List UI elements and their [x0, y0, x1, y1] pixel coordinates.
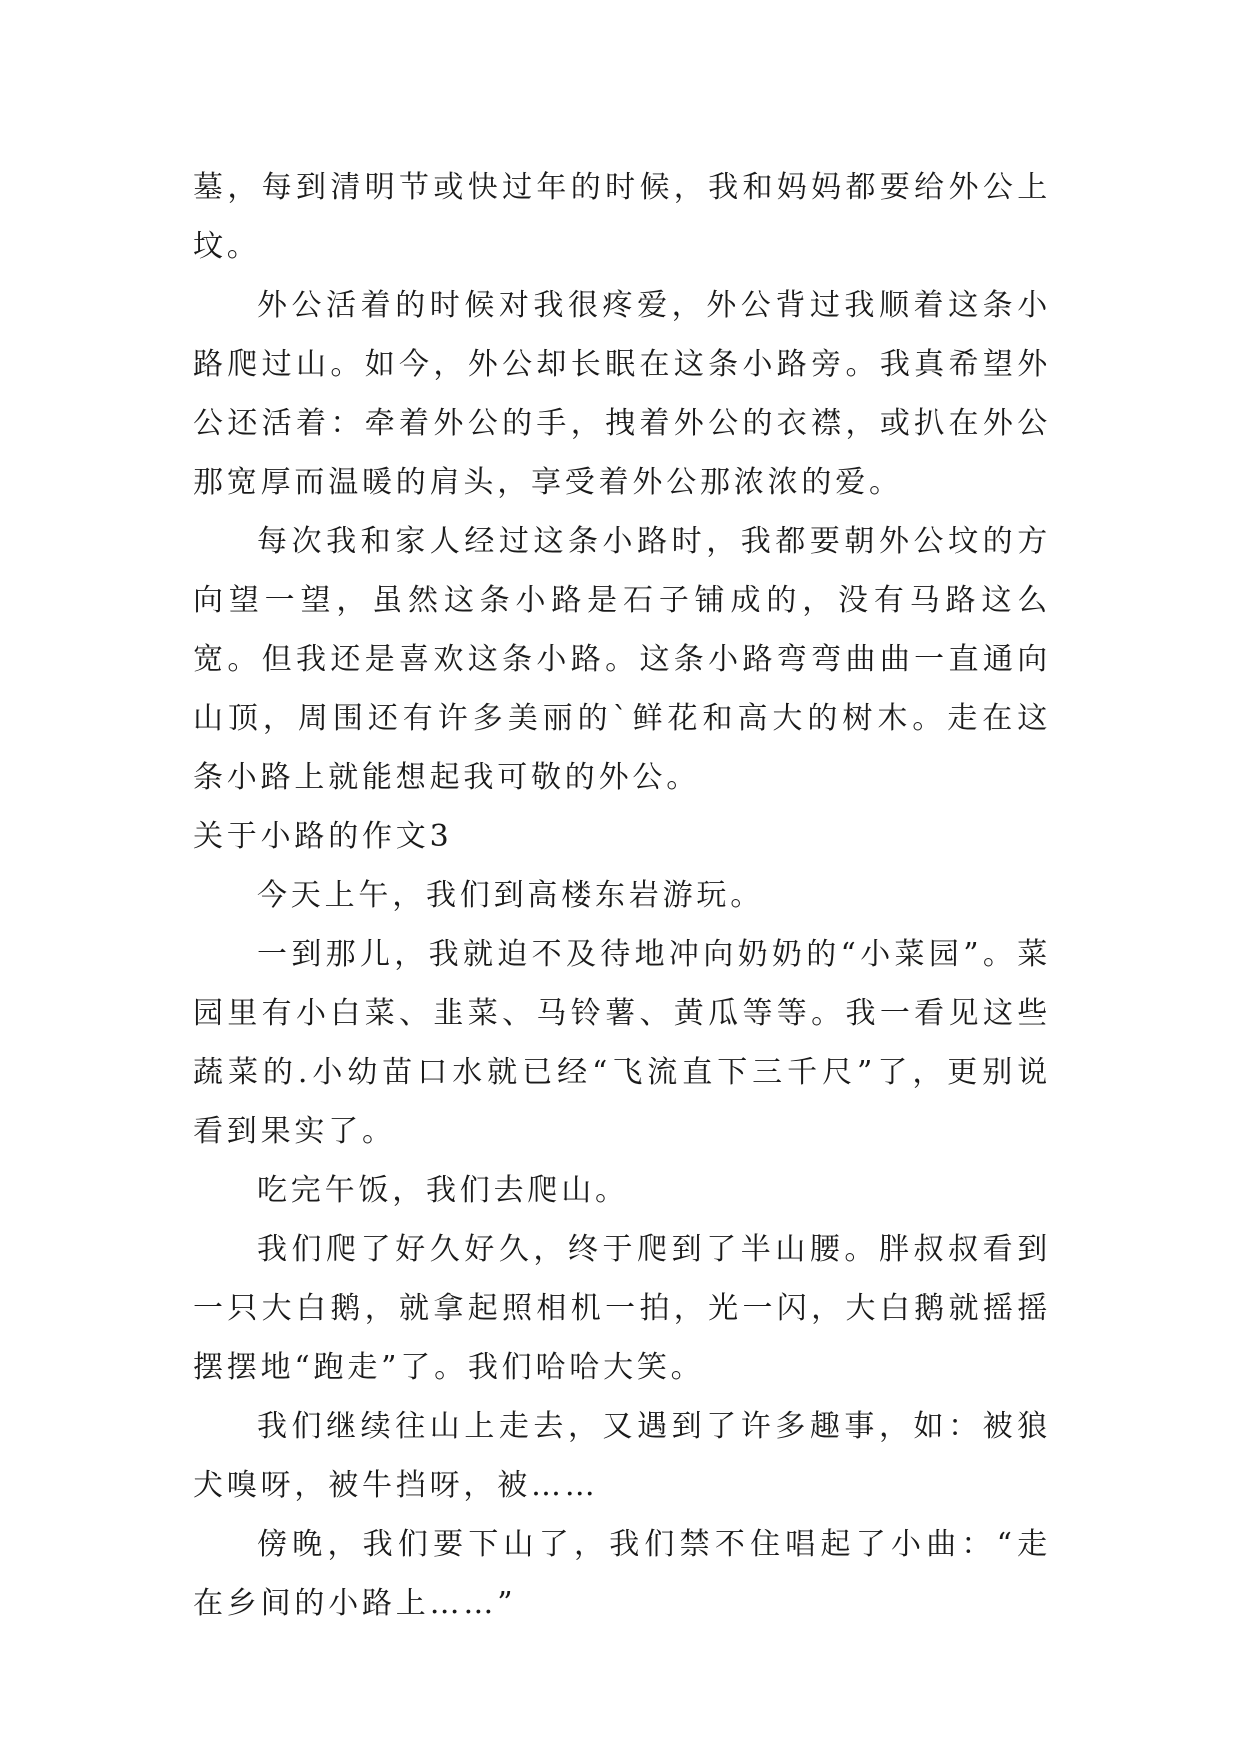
- paragraph: 墓，每到清明节或快过年的时候，我和妈妈都要给外公上坟。: [193, 170, 1051, 264]
- paragraph: 一到那儿，我就迫不及待地冲向奶奶的“小菜园”。菜园里有小白菜、韭菜、马铃薯、黄瓜等等。我一看见这些蔬菜的.小幼苗口水就已经“飞流直下三千尺”了，更别说看到果实了。: [193, 937, 1051, 1149]
- paragraph: 吃完午饭，我们去爬山。: [257, 1173, 629, 1208]
- section-heading: 关于小路的作文3: [193, 819, 453, 854]
- paragraph: 傍晚，我们要下山了，我们禁不住唱起了小曲：“走在乡间的小路上……”: [193, 1527, 1051, 1621]
- paragraph: 今天上午，我们到高楼东岩游玩。: [257, 878, 764, 913]
- paragraph: 外公活着的时候对我很疼爱，外公背过我顺着这条小路爬过山。如今，外公却长眠在这条小路旁。我真希望外公还活着：牵着外公的手，拽着外公的衣襟，或扒在外公那宽厚而温暖的肩头，享受着外公那浓浓的爱。: [193, 288, 1051, 500]
- paragraph: 我们爬了好久好久，终于爬到了半山腰。胖叔叔看到一只大白鹅，就拿起照相机一拍，光一闪，大白鹅就摇摇摆摆地“跑走”了。我们哈哈大笑。: [193, 1232, 1051, 1385]
- paragraph: 我们继续往山上走去，又遇到了许多趣事，如：被狼犬嗅呀，被牛挡呀，被……: [193, 1409, 1051, 1503]
- document-body: [193, 158, 1051, 1633]
- paragraph: 每次我和家人经过这条小路时，我都要朝外公坟的方向望一望，虽然这条小路是石子铺成的，没有马路这么宽。但我还是喜欢这条小路。这条小路弯弯曲曲一直通向山顶，周围还有许多美丽的`鲜花和高大的树木。走在这条小路上就能想起我可敬的外公。: [193, 524, 1051, 795]
